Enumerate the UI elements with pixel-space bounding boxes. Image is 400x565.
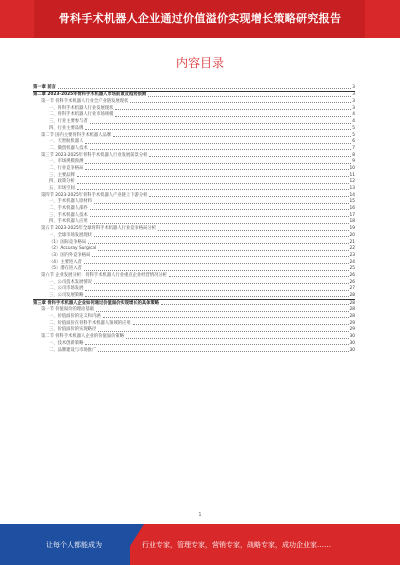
toc-entry[interactable] [33,192,355,199]
toc-entry[interactable] [33,232,355,239]
toc-entry[interactable] [33,125,355,132]
toc-entry[interactable] [33,272,355,279]
toc-entry[interactable] [33,212,355,219]
toc-leader-dots [115,116,351,117]
toc-leader-dots [103,317,349,318]
toc-entry[interactable] [33,313,355,320]
toc-entry-text: 一、市场规模预测 [49,159,84,165]
toc-leader-dots [113,136,351,137]
toc-entry-text: 一、价值溢价的定义和内涵 [49,314,101,320]
toc-leader-dots [90,209,349,210]
footer-tagline: 行业专家，管理专家，营销专家，战略专家，成功企业家…… [142,541,331,549]
toc-entry-page: 8 [352,152,355,158]
toc-leader-dots [94,203,349,204]
toc-leader-dots [90,149,352,150]
toc-leader-dots [98,351,348,352]
toc-entry-page: 19 [349,226,355,232]
toc-entry-page: 3 [352,84,355,90]
toc-entry-page: 27 [349,286,355,292]
toc-entry-page: 28 [349,293,355,298]
toc-entry-text: 五、市场空间 [49,186,75,191]
toc-entry-page: 12 [349,179,355,185]
toc-leader-dots [84,263,349,264]
toc-leader-dots [149,156,351,157]
toc-entry[interactable] [33,279,355,286]
toc-entry[interactable] [33,205,355,212]
toc-entry[interactable] [33,340,355,347]
toc-entry[interactable] [33,165,355,172]
toc-entry-page: 21 [349,239,355,245]
page-number: 1 [198,512,202,518]
toc-entry-text: （3）国内外竞争格局 [49,252,91,258]
footer-slogan: 让每个人都能成为 [46,541,102,549]
toc-entry-text: 一、技术创新策略 [49,340,84,346]
toc-entry[interactable] [33,139,355,146]
toc-entry-page: 26 [349,272,355,278]
footer-banner [0,524,400,565]
toc-entry-text: 第五节 2023-2025年全球骨科手术机器人行业竞争格局分析 [41,226,157,232]
toc-entry-page: 15 [349,199,355,205]
toc-entry-text: 三、手术机器人技术 [49,212,88,218]
toc-entry-text: 二、行业竞争格局 [49,165,84,171]
toc-entry[interactable] [33,327,355,334]
toc-entry[interactable] [33,199,355,206]
toc-leader-dots [85,169,348,170]
toc-leader-dots [85,163,351,164]
toc-entry[interactable] [33,132,355,139]
toc-entry[interactable] [33,185,355,192]
toc-entry-text: 二、骨科手术机器人行业市场规模 [49,112,114,118]
toc-leader-dots [158,230,349,231]
toc-entry[interactable] [33,172,355,179]
toc-entry-text: 一、手术机器人原材料 [49,199,92,205]
toc-entry[interactable] [33,347,355,354]
toc-entry[interactable] [33,179,355,186]
toc-entry[interactable] [33,333,355,340]
toc-entry-page: 26 [349,279,355,285]
toc-entry-page: 5 [352,125,355,131]
toc-entry-text: 二、价值溢价在骨科手术机器人领域的应用 [49,320,131,326]
toc-entry-text: 三、主要品牌 [49,172,75,178]
toc-leader-dots [94,236,349,237]
toc-leader-dots [133,324,349,325]
toc-entry-text: 三、价值溢价的实现路径 [49,327,97,333]
footer-wedge [118,524,144,565]
toc-entry-page: 22 [349,246,355,252]
toc-leader-dots [84,270,349,271]
toc-leader-dots [77,183,349,184]
toc-entry-text: 一、骨科手术机器人行业发展现状 [49,105,114,111]
toc-leader-dots [148,96,351,97]
toc-entry-text: 一、公司技术发展情况 [49,279,92,285]
toc-entry[interactable] [33,84,355,91]
toc-heading: 内容目录 [175,56,224,70]
toc-leader-dots [85,290,348,291]
toc-leader-dots [94,283,349,284]
toc-entry-page: 13 [349,186,355,191]
toc-entry-text: 一、天智航机器人 [49,139,84,145]
toc-entry-text: 一、全球市场发展现状 [49,232,92,238]
toc-leader-dots [90,216,349,217]
toc-entry-page: 3 [352,99,355,105]
toc-entry-page: 14 [349,192,355,198]
toc-entry[interactable] [33,266,355,273]
toc-entry-page: 9 [352,159,355,165]
toc-entry[interactable] [33,246,355,253]
toc-entry-page: 6 [352,139,355,145]
toc-entry[interactable] [33,145,355,152]
toc-entry-text: 三、公司发展策略 [49,293,84,298]
toc-entry-text: 第四节 2023-2025年骨科手术机器人产业链上下游分析 [41,192,148,198]
toc-entry-page: 3 [352,92,355,98]
toc-entry[interactable] [33,219,355,226]
toc-entry-page: 7 [352,145,355,151]
toc-entry-text: 第一章 前言 [33,84,56,90]
toc-entry[interactable] [33,159,355,166]
table-of-contents [33,84,355,354]
toc-entry-text: 第六节 企业发展分析：骨科手术机器人行业重点企业经营情况分析 [41,272,167,278]
toc-entry-text: 四、手术机器人应用 [49,219,88,225]
toc-entry-page: 18 [349,219,355,225]
toc-entry-text: 第三章 骨科手术机器人企业如何通过价值溢价实现增长的具体策略 [33,300,160,306]
toc-entry[interactable] [33,98,355,105]
toc-entry[interactable] [33,259,355,266]
toc-entry-text: （2）Accuray Surgical [49,246,97,252]
toc-entry-text: 二、公司市场发展 [49,286,84,292]
toc-entry-text: 四、行业主要品牌 [49,125,84,131]
toc-entry[interactable] [33,299,355,307]
toc-leader-dots [115,109,351,110]
toc-leader-dots [85,296,348,297]
toc-entry-text: 第一节 价值溢价的理论基础 [41,307,94,313]
toc-entry-page: 30 [349,347,355,353]
toc-entry-text: （1）国际竞争格局 [49,239,87,245]
toc-leader-dots [126,338,349,339]
toc-leader-dots [58,88,351,89]
toc-leader-dots [92,256,348,257]
toc-entry-text: 第一节 骨科手术机器人行业全产业链发展现状 [41,99,129,105]
toc-entry-text: 第二章 2023-2025年骨科手术机器人市场前景及趋势预测 [33,92,147,98]
toc-entry-page: 30 [349,340,355,346]
toc-entry-page: 30 [349,334,355,340]
toc-entry[interactable] [33,292,355,299]
toc-leader-dots [98,250,348,251]
toc-entry-page: 28 [349,300,355,306]
toc-leader-dots [98,331,348,332]
toc-entry-page: 28 [349,307,355,313]
toc-leader-dots [88,243,348,244]
toc-leader-dots [85,344,348,345]
toc-entry-text: 二、微创机器人技术 [49,145,88,151]
toc-entry-text: 第二节 国内主要骨科手术机器人品牌 [41,132,112,138]
toc-entry[interactable] [33,112,355,119]
toc-entry-page: 29 [349,327,355,333]
toc-leader-dots [90,223,349,224]
toc-entry[interactable] [33,225,355,232]
report-title: 骨科手术机器人企业通过价值溢价实现增长策略研究报告 [58,12,342,25]
toc-entry-text: 第三节 2023-2025年骨科手术机器人行业发展前景分析 [41,152,148,158]
toc-entry-page: 23 [349,252,355,258]
toc-entry[interactable] [33,320,355,327]
toc-entry[interactable] [33,307,355,314]
toc-entry[interactable] [33,152,355,159]
toc-entry-page: 17 [349,212,355,218]
toc-entry-page: 4 [352,112,355,118]
toc-leader-dots [85,129,351,130]
toc-leader-dots [161,304,348,305]
toc-leader-dots [85,143,351,144]
toc-entry-page: 4 [352,119,355,125]
toc-entry[interactable] [33,105,355,112]
toc-entry-page: 25 [349,266,355,272]
toc-entry[interactable] [33,91,355,99]
toc-leader-dots [96,311,349,312]
toc-entry-page: 28 [349,314,355,320]
toc-leader-dots [130,102,351,103]
toc-leader-dots [77,176,349,177]
toc-entry-page: 29 [349,320,355,326]
toc-leader-dots [169,276,349,277]
toc-entry-text: 第二节 骨科手术机器人企业的价值溢价策略 [41,334,125,340]
toc-entry[interactable] [33,118,355,125]
toc-leader-dots [77,189,349,190]
toc-entry-text: 三、行业主要参与者 [49,119,88,125]
toc-entry-page: 11 [349,172,355,178]
toc-entry-text: 二、手术机器人部件 [49,206,88,212]
toc-entry-page: 5 [352,132,355,138]
toc-entry-text: 二、品牌建设与市场推广 [49,347,97,353]
toc-entry[interactable] [33,239,355,246]
header-bar [0,0,400,38]
toc-entry-text: （5）潜在进入者 [49,266,82,272]
toc-leader-dots [149,196,348,197]
toc-entry-text: （4）主要进入者 [49,259,82,265]
toc-entry-text: 四、政策分析 [49,179,75,185]
toc-leader-dots [90,123,352,124]
toc-entry-page: 10 [349,165,355,171]
toc-entry-page: 24 [349,259,355,265]
toc-entry[interactable] [33,252,355,259]
toc-entry[interactable] [33,286,355,293]
toc-entry-page: 20 [349,232,355,238]
toc-entry-page: 3 [352,105,355,111]
toc-entry-page: 16 [349,206,355,212]
